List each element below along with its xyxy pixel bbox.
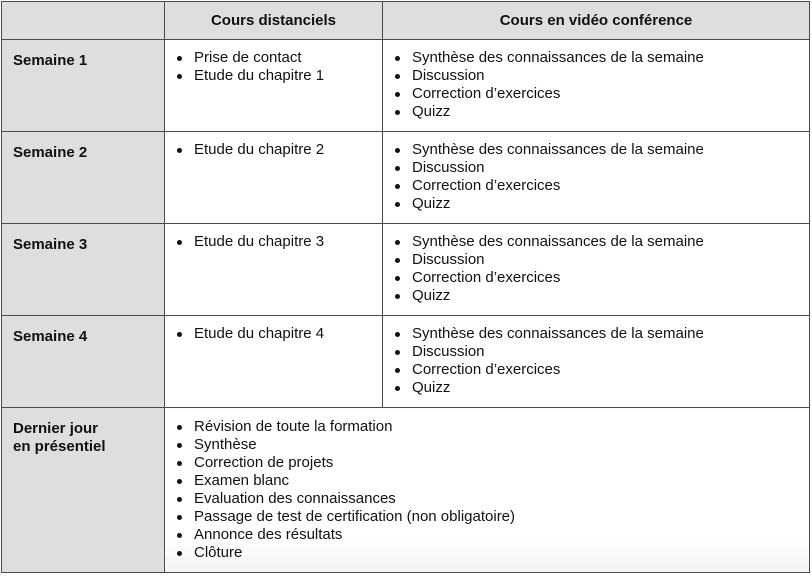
- list-item: Correction d’exercices: [393, 85, 809, 103]
- header-distanciel: Cours distanciels: [165, 2, 383, 40]
- last-day-label-line1: Dernier jour: [13, 420, 99, 437]
- list-item: Evaluation des connaissances: [175, 490, 809, 508]
- list-item: Passage de test de certification (non obligatoire): [175, 508, 809, 526]
- list-item: Discussion: [393, 343, 809, 361]
- list-item: Révision de toute la formation: [175, 418, 809, 436]
- list-item: Annonce des résultats: [175, 526, 809, 544]
- visio-list: [383, 141, 809, 213]
- header-visio: Cours en vidéo conférence: [383, 2, 810, 40]
- last-day-label: [2, 408, 165, 573]
- visio-cell: [383, 224, 810, 316]
- visio-cell: [383, 316, 810, 408]
- week-row-4: [2, 316, 810, 408]
- training-schedule-table: [1, 1, 810, 573]
- list-item: Correction d’exercices: [393, 269, 809, 287]
- list-item: Synthèse des connaissances de la semaine: [393, 233, 809, 251]
- header-row: [2, 2, 810, 40]
- visio-cell: [383, 40, 810, 132]
- list-item: Quizz: [393, 379, 809, 397]
- list-item: Quizz: [393, 287, 809, 305]
- visio-cell: [383, 132, 810, 224]
- list-item: Etude du chapitre 3: [175, 233, 382, 251]
- last-day-row: [2, 408, 810, 573]
- list-item: Discussion: [393, 251, 809, 269]
- list-item: Discussion: [393, 159, 809, 177]
- week-label: Semaine 4: [2, 316, 165, 408]
- list-item: Examen blanc: [175, 472, 809, 490]
- week-label: Semaine 2: [2, 132, 165, 224]
- week-label: Semaine 3: [2, 224, 165, 316]
- list-item: Synthèse: [175, 436, 809, 454]
- last-day-content: [165, 408, 810, 573]
- last-day-list: [165, 418, 809, 562]
- list-item: Synthèse des connaissances de la semaine: [393, 325, 809, 343]
- list-item: Etude du chapitre 4: [175, 325, 382, 343]
- list-item: Clôture: [175, 544, 809, 562]
- list-item: Synthèse des connaissances de la semaine: [393, 141, 809, 159]
- last-day-label-line2: en présentiel: [13, 438, 106, 455]
- list-item: Etude du chapitre 2: [175, 141, 382, 159]
- week-row-1: [2, 40, 810, 132]
- distanciel-list: [165, 141, 382, 159]
- distanciel-cell: [165, 40, 383, 132]
- list-item: Prise de contact: [175, 49, 382, 67]
- visio-list: [383, 233, 809, 305]
- list-item: Quizz: [393, 195, 809, 213]
- distanciel-list: [165, 233, 382, 251]
- distanciel-cell: [165, 132, 383, 224]
- distanciel-cell: [165, 316, 383, 408]
- list-item: Discussion: [393, 67, 809, 85]
- list-item: Correction d’exercices: [393, 361, 809, 379]
- list-item: Synthèse des connaissances de la semaine: [393, 49, 809, 67]
- week-label: Semaine 1: [2, 40, 165, 132]
- list-item: Quizz: [393, 103, 809, 121]
- distanciel-cell: [165, 224, 383, 316]
- list-item: Etude du chapitre 1: [175, 67, 382, 85]
- visio-list: [383, 49, 809, 121]
- header-week-cell: [2, 2, 165, 40]
- distanciel-list: [165, 49, 382, 85]
- visio-list: [383, 325, 809, 397]
- week-row-3: [2, 224, 810, 316]
- week-row-2: [2, 132, 810, 224]
- list-item: Correction d’exercices: [393, 177, 809, 195]
- list-item: Correction de projets: [175, 454, 809, 472]
- distanciel-list: [165, 325, 382, 343]
